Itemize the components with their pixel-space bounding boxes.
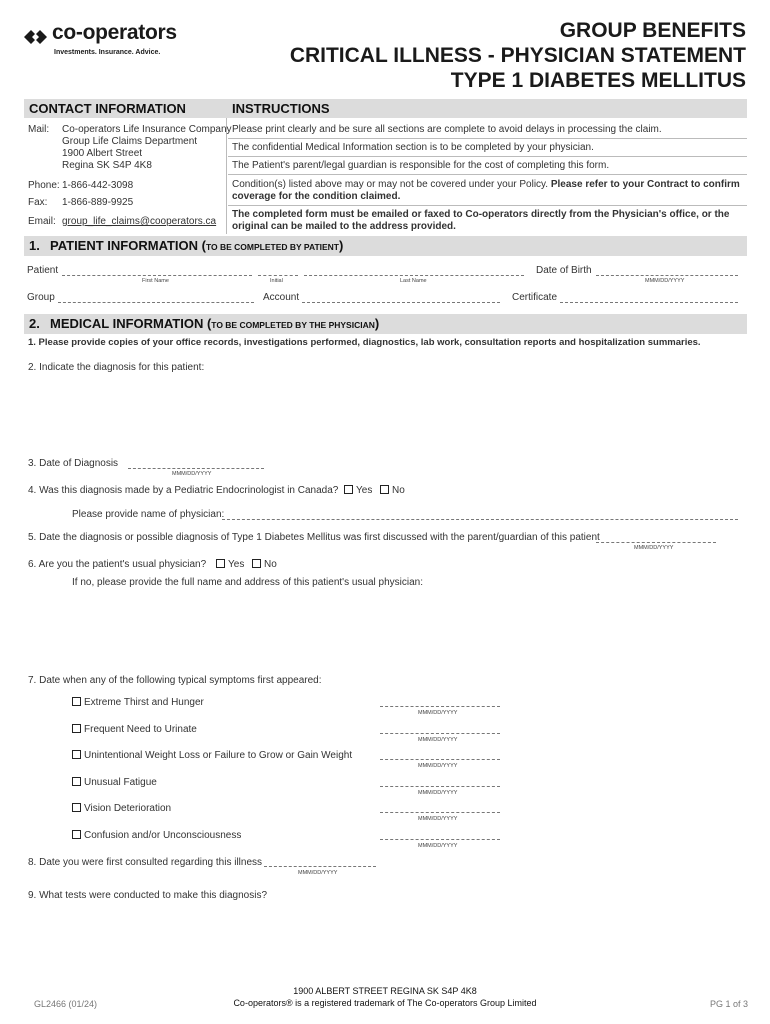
instruction-divider bbox=[228, 156, 747, 157]
fax-number: 1-866-889-9925 bbox=[62, 197, 134, 208]
section-2-close: ) bbox=[374, 316, 380, 331]
page-number: PG 1 of 3 bbox=[709, 999, 748, 1009]
discussion-date-field[interactable] bbox=[596, 542, 716, 543]
q6-followup: If no, please provide the full name and address of this patient's usual physician: bbox=[72, 577, 424, 588]
last-name-field[interactable] bbox=[304, 275, 524, 276]
symptom-3-label: Unintentional Weight Loss or Failure to Grow or Gain Weight bbox=[84, 750, 353, 761]
title-line-2: CRITICAL ILLNESS - PHYSICIAN STATEMENT bbox=[289, 44, 746, 67]
checkbox-icon[interactable] bbox=[380, 485, 389, 494]
checkbox-icon[interactable] bbox=[72, 750, 81, 759]
title-line-1: GROUP BENEFITS bbox=[559, 19, 746, 42]
instruction-3: The Patient's parent/legal guardian is responsible for the cost of completing this form. bbox=[232, 160, 610, 171]
dob-format: MMM/DD/YYYY bbox=[645, 278, 685, 284]
q4-physician-name-label: Please provide name of physician: bbox=[72, 509, 225, 520]
symptom-3-date-field[interactable] bbox=[380, 759, 500, 760]
certificate-label: Certificate bbox=[512, 292, 558, 303]
brand-name: co-operators bbox=[52, 21, 177, 44]
footer-trademark: Co-operators® is a registered trademark of The Co-operators Group Limited bbox=[233, 998, 537, 1008]
symptom-5-label: Vision Deterioration bbox=[84, 803, 172, 814]
checkbox-icon[interactable] bbox=[72, 830, 81, 839]
question-6: 6. Are you the patient's usual physician? bbox=[28, 559, 207, 570]
mail-line-4: Regina SK S4P 4K8 bbox=[62, 160, 152, 171]
checkbox-icon[interactable] bbox=[72, 724, 81, 733]
phone-label: Phone: bbox=[28, 180, 60, 191]
first-consult-date-format: MMM/DD/YYYY bbox=[298, 870, 338, 876]
mail-line-1: Co-operators Life Insurance Company bbox=[62, 124, 232, 135]
section-1-title bbox=[50, 238, 343, 253]
symptom-2-label: Frequent Need to Urinate bbox=[84, 724, 197, 735]
usual-physician-answer-area[interactable] bbox=[72, 592, 738, 662]
phone-number: 1-866-442-3098 bbox=[62, 180, 134, 191]
checkbox-icon[interactable] bbox=[72, 697, 81, 706]
question-1: 1. Please provide copies of your office records, investigations performed, diagnostics, lab work, consultation reports and hospitalization summaries. bbox=[28, 337, 701, 348]
footer-address: 1900 ALBERT STREET REGINA SK S4P 4K8 bbox=[293, 986, 477, 996]
q6-no-option[interactable] bbox=[252, 559, 277, 570]
symptom-5[interactable] bbox=[72, 803, 171, 814]
question-3: 3. Date of Diagnosis bbox=[28, 458, 119, 469]
section-1-subtitle: TO BE COMPLETED BY PATIENT bbox=[205, 242, 340, 252]
section-2-number: 2. bbox=[29, 316, 40, 331]
symptom-1-date-format: MMM/DD/YYYY bbox=[418, 710, 458, 716]
question-4: 4. Was this diagnosis made by a Pediatric Endocrinologist in Canada? bbox=[28, 485, 339, 496]
symptom-1-date-field[interactable] bbox=[380, 706, 500, 707]
certificate-field[interactable] bbox=[560, 302, 738, 303]
first-name-caption: First Name bbox=[142, 278, 169, 284]
initial-field[interactable] bbox=[258, 275, 298, 276]
q6-yes-option[interactable] bbox=[216, 559, 244, 570]
symptom-3-date-format: MMM/DD/YYYY bbox=[418, 763, 458, 769]
instruction-divider bbox=[228, 205, 747, 206]
checkbox-icon[interactable] bbox=[344, 485, 353, 494]
group-field[interactable] bbox=[58, 302, 254, 303]
symptom-4[interactable] bbox=[72, 777, 157, 788]
symptom-6-date-format: MMM/DD/YYYY bbox=[418, 843, 458, 849]
checkbox-icon[interactable] bbox=[216, 559, 225, 568]
section-1-title-text: PATIENT INFORMATION ( bbox=[50, 238, 206, 253]
symptom-6-label: Confusion and/or Unconsciousness bbox=[84, 830, 242, 841]
symptom-5-date-field[interactable] bbox=[380, 812, 500, 813]
symptom-2-date-format: MMM/DD/YYYY bbox=[418, 737, 458, 743]
question-5: 5. Date the diagnosis or possible diagnosis of Type 1 Diabetes Mellitus was first discussed with the parent/guardian of this patient bbox=[28, 532, 600, 543]
instruction-divider bbox=[228, 174, 747, 175]
checkbox-icon[interactable] bbox=[72, 803, 81, 812]
section-1-close: ) bbox=[339, 238, 344, 253]
q4-no-label: No bbox=[392, 485, 405, 496]
symptom-6[interactable] bbox=[72, 830, 241, 841]
instruction-1: Please print clearly and be sure all sections are complete to avoid delays in processing the claim. bbox=[232, 124, 662, 135]
mail-line-3: 1900 Albert Street bbox=[62, 148, 143, 159]
instruction-4-text: Condition(s) listed above may or may not be covered under your Policy. bbox=[232, 179, 551, 190]
symptom-2[interactable] bbox=[72, 724, 197, 735]
section-1-number: 1. bbox=[29, 238, 40, 253]
email-link[interactable]: group_life_claims@cooperators.ca bbox=[62, 216, 217, 227]
title-line-3: TYPE 1 DIABETES MELLITUS bbox=[450, 69, 746, 92]
last-name-caption: Last Name bbox=[400, 278, 427, 284]
dob-field[interactable] bbox=[596, 275, 738, 276]
mail-line-2: Group Life Claims Department bbox=[62, 136, 198, 147]
symptom-1[interactable] bbox=[72, 697, 204, 708]
symptom-4-label: Unusual Fatigue bbox=[84, 777, 157, 788]
instruction-2: The confidential Medical Information section is to be completed by your physician. bbox=[232, 142, 594, 153]
question-7: 7. Date when any of the following typical symptoms first appeared: bbox=[28, 675, 322, 686]
q6-yes-label: Yes bbox=[228, 559, 245, 570]
form-code: GL2466 (01/24) bbox=[34, 999, 98, 1009]
dob-label: Date of Birth bbox=[536, 265, 592, 276]
symptom-6-date-field[interactable] bbox=[380, 839, 500, 840]
initial-caption: Initial bbox=[270, 278, 283, 284]
symptom-4-date-format: MMM/DD/YYYY bbox=[418, 790, 458, 796]
fax-label: Fax: bbox=[28, 197, 48, 208]
instruction-4 bbox=[232, 179, 742, 203]
brand-tagline: Investments. Insurance. Advice. bbox=[54, 49, 161, 56]
instruction-5: The completed form must be emailed or faxed to Co-operators directly from the Physician's office, or the original can be mailed to the address provided. bbox=[232, 209, 730, 232]
section-2-title bbox=[50, 316, 379, 331]
physician-name-field[interactable] bbox=[222, 519, 738, 520]
discussion-date-format: MMM/DD/YYYY bbox=[634, 545, 674, 551]
instruction-divider bbox=[228, 138, 747, 139]
q4-yes-option[interactable] bbox=[344, 485, 372, 496]
q4-yes-label: Yes bbox=[356, 485, 373, 496]
section-2-title-text: MEDICAL INFORMATION ( bbox=[50, 316, 212, 331]
q4-no-option[interactable] bbox=[380, 485, 405, 496]
mail-label: Mail: bbox=[28, 124, 50, 135]
mail-address bbox=[62, 124, 232, 172]
checkbox-icon[interactable] bbox=[252, 559, 261, 568]
symptom-4-date-field[interactable] bbox=[380, 786, 500, 787]
symptom-1-label: Extreme Thirst and Hunger bbox=[84, 697, 204, 708]
question-8: 8. Date you were first consulted regarding this illness bbox=[28, 857, 263, 868]
instruction-4-bold: Please refer to your Contract to confirm coverage for the condition claimed. bbox=[232, 179, 740, 202]
patient-label: Patient bbox=[27, 265, 59, 276]
symptom-2-date-field[interactable] bbox=[380, 733, 500, 734]
diagnosis-date-format: MMM/DD/YYYY bbox=[172, 471, 212, 477]
instructions-heading: INSTRUCTIONS bbox=[232, 101, 330, 116]
contact-heading: CONTACT INFORMATION bbox=[29, 101, 186, 116]
symptom-5-date-format: MMM/DD/YYYY bbox=[418, 816, 458, 822]
co-operators-logo-icon bbox=[22, 26, 48, 48]
email-label: Email: bbox=[28, 216, 56, 227]
checkbox-icon[interactable] bbox=[72, 777, 81, 786]
symptom-3[interactable] bbox=[72, 750, 352, 761]
diagnosis-answer-area[interactable] bbox=[40, 378, 740, 448]
first-consult-date-field[interactable] bbox=[264, 866, 376, 867]
question-9: 9. What tests were conducted to make this diagnosis? bbox=[28, 890, 268, 901]
tests-answer-area[interactable] bbox=[40, 906, 740, 966]
question-2: 2. Indicate the diagnosis for this patient: bbox=[28, 362, 205, 373]
group-label: Group bbox=[27, 292, 55, 303]
first-name-field[interactable] bbox=[62, 275, 252, 276]
account-field[interactable] bbox=[302, 302, 500, 303]
account-label: Account bbox=[263, 292, 300, 303]
diagnosis-date-field[interactable] bbox=[128, 468, 264, 469]
section-2-subtitle: TO BE COMPLETED BY THE PHYSICIAN bbox=[211, 320, 375, 330]
q6-no-label: No bbox=[264, 559, 277, 570]
